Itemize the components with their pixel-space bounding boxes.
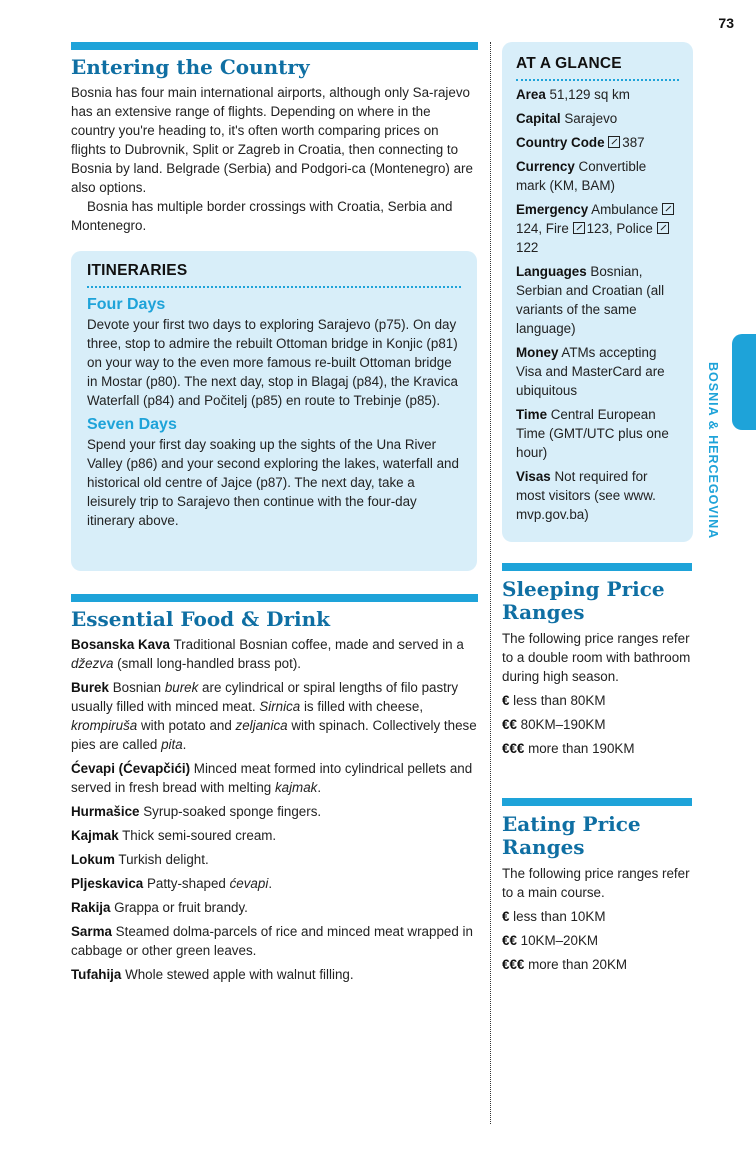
phone-icon bbox=[573, 222, 585, 234]
entering-section bbox=[71, 56, 477, 235]
glance-currency: Currency Convertible mark (KM, BAM) bbox=[516, 159, 647, 193]
eating-range-2: €€ 10KM–20KM bbox=[502, 933, 599, 948]
food-item-cevapi: Ćevapi (Ćevapčići) Minced meat formed into cylindrical pellets and served in fresh bread with melting kajmak. bbox=[71, 761, 473, 795]
section-bar-eating bbox=[502, 798, 692, 806]
food-item-kajmak: Kajmak Thick semi-soured cream. bbox=[71, 828, 277, 843]
food-section bbox=[71, 608, 477, 989]
food-title: Essential Food & Drink bbox=[71, 607, 331, 631]
glance-visas: Visas Not required for most visitors (see www. mvp.gov.ba) bbox=[516, 469, 656, 522]
chapter-tab bbox=[732, 334, 756, 430]
food-item-lokum: Lokum Turkish delight. bbox=[71, 852, 209, 867]
four-days-text: Devote your first two days to exploring Sarajevo (p75). On day three, stop to admire the rebuilt Ottoman bridge in Konjic (p81) on your way to the even more famous re-built Ottoman bridge in Mostar (p80). The next day, stop in Blagaj (p84), the Kravica Waterfall (p84) and Počitelj (p85) en route to Trebinje (p85). bbox=[87, 317, 458, 408]
at-a-glance-title: AT A GLANCE bbox=[516, 55, 622, 72]
section-bar-food bbox=[71, 594, 478, 602]
sleeping-title: Sleeping Price Ranges bbox=[502, 577, 665, 624]
phone-icon bbox=[657, 222, 669, 234]
glance-country-code: Country Code 387 bbox=[516, 135, 645, 150]
eating-range-1: € less than 10KM bbox=[502, 909, 606, 924]
sleeping-range-1: € less than 80KM bbox=[502, 693, 606, 708]
food-item-hurmasice: Hurmašice Syrup-soaked sponge fingers. bbox=[71, 804, 322, 819]
section-bar-sleeping bbox=[502, 563, 692, 571]
food-item-tufahija: Tufahija Whole stewed apple with walnut filling. bbox=[71, 967, 354, 982]
food-item-bosanska-kava: Bosanska Kava Traditional Bosnian coffee, made and served in a džezva (small long-handled brass pot). bbox=[71, 637, 464, 671]
page-number: 73 bbox=[718, 15, 734, 31]
itineraries-box bbox=[71, 251, 477, 571]
chapter-side-label-text: BOSNIA & HERCEGOVINA bbox=[706, 362, 720, 540]
eating-title: Eating Price Ranges bbox=[502, 812, 641, 859]
eating-range-3: €€€ more than 20KM bbox=[502, 957, 628, 972]
phone-icon bbox=[662, 203, 674, 215]
at-a-glance-dotted-rule bbox=[516, 79, 679, 81]
food-item-rakija: Rakija Grappa or fruit brandy. bbox=[71, 900, 248, 915]
entering-paragraph-1: Bosnia has four main international airports, although only Sa-rajevo has an extensive range of flights. Depending on where in the country you're heading to, it's often worth comparing prices on flights to Dubrovnik, Split or Zagreb in Croatia, then connecting to Bosnia by land. Belgrade (Serbia) and Podgori-ca (Montenegro) are also options. bbox=[71, 85, 473, 195]
itineraries-title: ITINERARIES bbox=[87, 262, 188, 279]
eating-section bbox=[502, 813, 692, 974]
four-days-title: Four Days bbox=[87, 296, 166, 313]
glance-money: Money ATMs accepting Visa and MasterCard are ubiquitous bbox=[516, 345, 665, 398]
food-item-burek: Burek Bosnian burek are cylindrical or spiral lengths of filo pastry usually filled with minced meat. Sirnica is filled with cheese, krompiruša with potato and zeljanica with spinach. Collectively these pies are called pita. bbox=[71, 680, 477, 752]
sleeping-intro: The following price ranges refer to a double room with bathroom during high season. bbox=[502, 631, 691, 684]
glance-languages: Languages Bosnian, Serbian and Croatian (all variants of the same language) bbox=[516, 264, 665, 336]
entering-title: Entering the Country bbox=[71, 55, 310, 79]
entering-paragraph-2: Bosnia has multiple border crossings with Croatia, Serbia and Montenegro. bbox=[71, 199, 453, 233]
itineraries-dotted-rule bbox=[87, 286, 461, 288]
food-item-sarma: Sarma Steamed dolma-parcels of rice and minced meat wrapped in cabbage or other green leaves. bbox=[71, 924, 473, 958]
glance-emergency: Emergency Ambulance 124, Fire 123, Police 122 bbox=[516, 200, 679, 257]
sleeping-section bbox=[502, 578, 692, 758]
food-item-pljeskavica: Pljeskavica Patty-shaped ćevapi. bbox=[71, 876, 273, 891]
sleeping-range-2: €€ 80KM–190KM bbox=[502, 717, 606, 732]
seven-days-text: Spend your first day soaking up the sights of the Una River Valley (p86) and your second exploring the lakes, waterfall and historical old centre of Jajce (p87). The next day, take a leisurely trip to Sarajevo then continue with the four-day itinerary above. bbox=[87, 437, 459, 528]
glance-capital: Capital Sarajevo bbox=[516, 111, 618, 126]
chapter-side-label bbox=[704, 362, 724, 572]
seven-days-title: Seven Days bbox=[87, 416, 177, 433]
column-divider bbox=[490, 42, 491, 1124]
section-bar-entering bbox=[71, 42, 478, 50]
sleeping-range-3: €€€ more than 190KM bbox=[502, 741, 635, 756]
glance-area: Area 51,129 sq km bbox=[516, 87, 630, 102]
phone-icon bbox=[608, 136, 620, 148]
glance-time: Time Central European Time (GMT/UTC plus one hour) bbox=[516, 407, 669, 460]
at-a-glance-box bbox=[502, 42, 693, 542]
eating-intro: The following price ranges refer to a main course. bbox=[502, 866, 690, 900]
